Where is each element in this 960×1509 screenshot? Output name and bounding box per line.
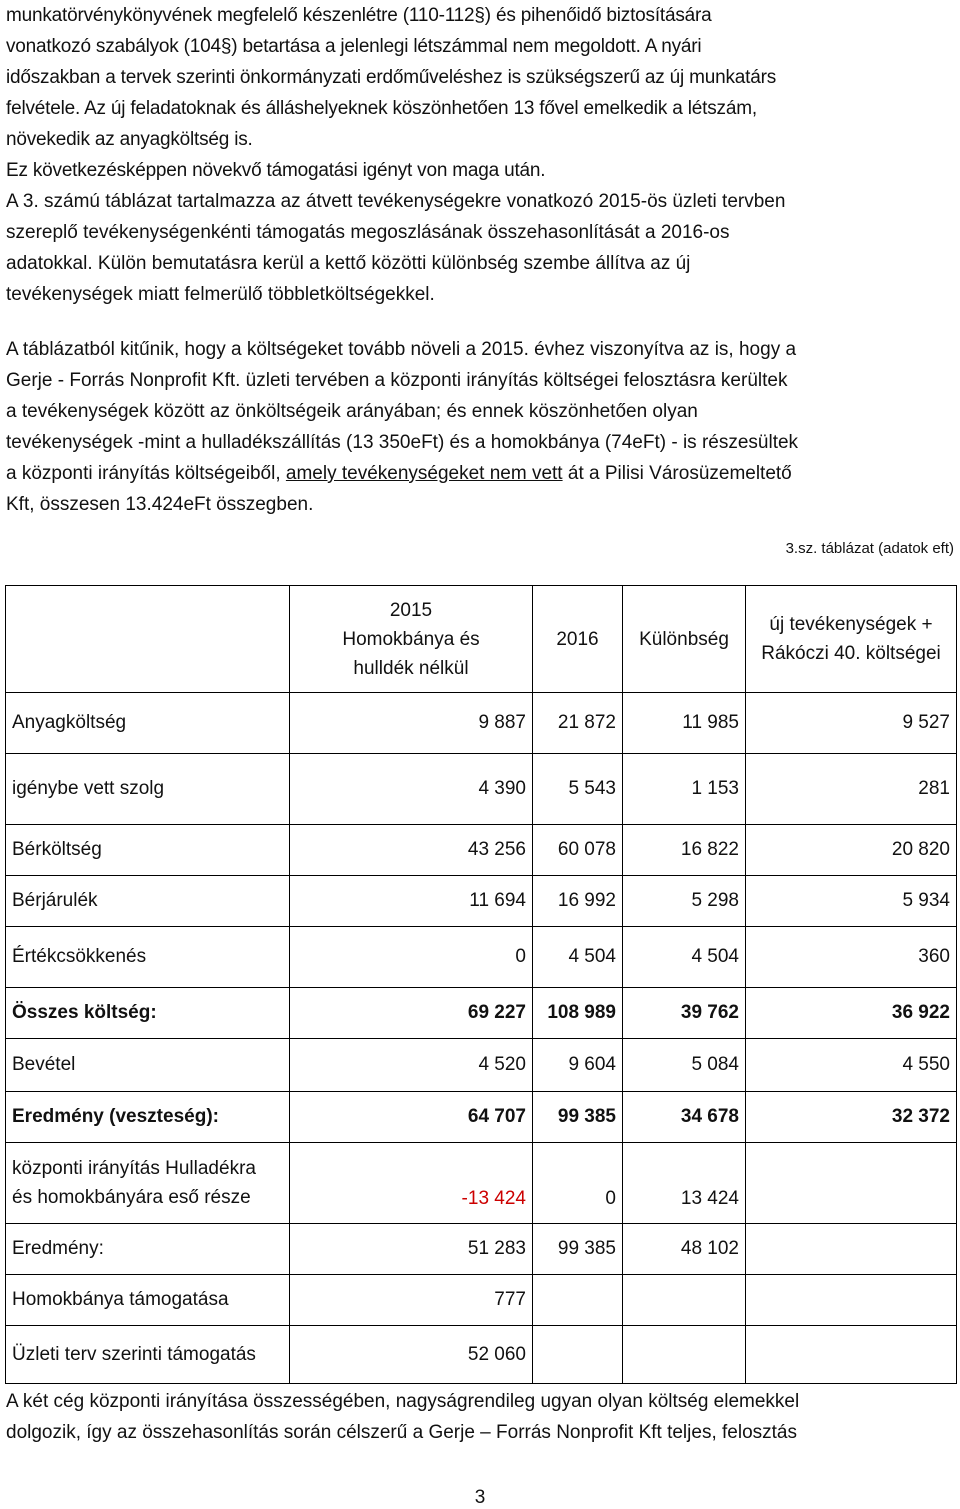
cell-difference: 1 153 bbox=[623, 754, 746, 825]
underlined-text: amely tevékenységeket nem vett bbox=[285, 463, 563, 484]
cell-new-activities: 36 922 bbox=[746, 988, 957, 1039]
cell-2015: 4 520 bbox=[290, 1039, 533, 1092]
cell-2015: 69 227 bbox=[290, 988, 533, 1039]
header-text: Rákóczi 40. költségei bbox=[761, 643, 941, 664]
paragraph-central-management bbox=[6, 1386, 954, 1448]
text-line: tevékenységek -mint a hulladékszállítás (13 350eFt) és a homokbánya (74eFt) - is részesültek bbox=[6, 432, 799, 453]
page-number: 3 bbox=[474, 1487, 486, 1508]
row-label: Bérjárulék bbox=[6, 876, 290, 927]
table-row bbox=[6, 1224, 957, 1275]
table-row bbox=[6, 927, 957, 988]
table-row bbox=[6, 1326, 957, 1384]
table-row bbox=[6, 1039, 957, 1092]
row-label: igénybe vett szolg bbox=[6, 754, 290, 825]
cell-2015: 777 bbox=[290, 1275, 533, 1326]
text-line bbox=[6, 463, 792, 484]
text-line: Ez következésképpen növekvő támogatási igényt von maga után. bbox=[6, 160, 546, 181]
cell-new-activities: 5 934 bbox=[746, 876, 957, 927]
row-label: Bevétel bbox=[6, 1039, 290, 1092]
table-header-row bbox=[6, 586, 957, 693]
paragraph-analysis bbox=[6, 334, 954, 520]
cell-new-activities: 32 372 bbox=[746, 1092, 957, 1143]
table-caption: 3.sz. táblázat (adatok eft) bbox=[785, 540, 954, 557]
cell-2015: 11 694 bbox=[290, 876, 533, 927]
table-row-total-cost bbox=[6, 988, 957, 1039]
row-label-line: központi irányítás Hulladékra bbox=[12, 1158, 256, 1179]
text-line: A 3. számú táblázat tartalmazza az átvett tevékenységekre vonatkozó 2015-ös üzleti tervben bbox=[6, 191, 786, 212]
paragraph-staffing bbox=[6, 0, 954, 155]
cell-2016: 108 989 bbox=[533, 988, 623, 1039]
cell-2015: 4 390 bbox=[290, 754, 533, 825]
cell-difference: 4 504 bbox=[623, 927, 746, 988]
table-row bbox=[6, 876, 957, 927]
cell-2016: 16 992 bbox=[533, 876, 623, 927]
cell-2016: 60 078 bbox=[533, 825, 623, 876]
text-line: a tevékenységek között az önköltségeik arányában; és ennek köszönhetően olyan bbox=[6, 401, 698, 422]
cell-2016 bbox=[533, 1326, 623, 1384]
cell-2016: 99 385 bbox=[533, 1224, 623, 1275]
row-label: Eredmény (veszteség): bbox=[6, 1092, 290, 1143]
text-line: időszakban a tervek szerinti önkormányzati erdőműveléshez is szükségszerű az új munkatárs bbox=[6, 67, 777, 88]
header-text: hulldék nélkül bbox=[353, 657, 469, 679]
row-label: Homokbánya támogatása bbox=[6, 1275, 290, 1326]
text-segment: át a Pilisi Városüzemeltető bbox=[562, 463, 792, 484]
cell-new-activities: 9 527 bbox=[746, 693, 957, 754]
cell-2015: 0 bbox=[290, 927, 533, 988]
table-row bbox=[6, 754, 957, 825]
cell-new-activities bbox=[746, 1275, 957, 1326]
cell-difference: 13 424 bbox=[623, 1143, 746, 1224]
cell-new-activities: 281 bbox=[746, 754, 957, 825]
text-line: Gerje - Forrás Nonprofit Kft. üzleti tervében a központi irányítás költségei felosztásra kerültek bbox=[6, 370, 788, 391]
header-new-activities bbox=[746, 586, 957, 693]
cell-new-activities: 20 820 bbox=[746, 825, 957, 876]
cell-new-activities bbox=[746, 1224, 957, 1275]
row-label: Összes költség: bbox=[6, 988, 290, 1039]
row-label-line: és homokbányára eső része bbox=[12, 1187, 251, 1208]
paragraph-consequence bbox=[6, 155, 954, 186]
header-text: Homokbánya és bbox=[342, 628, 480, 650]
cell-2015: 64 707 bbox=[290, 1092, 533, 1143]
cell-difference: 5 084 bbox=[623, 1039, 746, 1092]
row-label: Anyagköltség bbox=[6, 693, 290, 754]
cell-difference: 48 102 bbox=[623, 1224, 746, 1275]
cell-new-activities: 4 550 bbox=[746, 1039, 957, 1092]
cell-2016 bbox=[533, 1275, 623, 1326]
text-line: felvétele. Az új feladatoknak és álláshelyeknek köszönhetően 13 fővel emelkedik a létszám, bbox=[6, 98, 757, 119]
row-label: Üzleti terv szerinti támogatás bbox=[6, 1326, 290, 1384]
row-label: Bérköltség bbox=[6, 825, 290, 876]
header-text: új tevékenységek + bbox=[769, 614, 933, 635]
paragraph-table-intro bbox=[6, 186, 954, 310]
cell-new-activities: 360 bbox=[746, 927, 957, 988]
table-row bbox=[6, 825, 957, 876]
text-line: vonatkozó szabályok (104§) betartása a jelenlegi létszámmal nem megoldott. A nyári bbox=[6, 36, 702, 57]
text-line: dolgozik, így az összehasonlítás során célszerű a Gerje – Forrás Nonprofit Kft teljes, felosztás bbox=[6, 1422, 797, 1443]
text-line: Kft, összesen 13.424eFt összegben. bbox=[6, 494, 314, 515]
cell-difference bbox=[623, 1275, 746, 1326]
cell-2015-negative: -13 424 bbox=[290, 1143, 533, 1224]
cell-2015: 9 887 bbox=[290, 693, 533, 754]
cell-2016: 4 504 bbox=[533, 927, 623, 988]
header-2016: 2016 bbox=[533, 586, 623, 693]
cell-difference bbox=[623, 1326, 746, 1384]
cell-difference: 34 678 bbox=[623, 1092, 746, 1143]
table-row bbox=[6, 693, 957, 754]
cell-2015: 51 283 bbox=[290, 1224, 533, 1275]
row-label: Értékcsökkenés bbox=[6, 927, 290, 988]
header-text: 2015 bbox=[389, 599, 433, 621]
text-line: növekedik az anyagköltség is. bbox=[6, 129, 253, 150]
table-row bbox=[6, 1143, 957, 1224]
text-line: tevékenységek miatt felmerülő többletköltségekkel. bbox=[6, 284, 435, 305]
cell-2015: 43 256 bbox=[290, 825, 533, 876]
cell-new-activities bbox=[746, 1143, 957, 1224]
cell-difference: 11 985 bbox=[623, 693, 746, 754]
text-line: adatokkal. Külön bemutatásra kerül a kettő közötti különbség szembe állítva az új bbox=[6, 253, 691, 274]
cell-2016: 99 385 bbox=[533, 1092, 623, 1143]
table-row bbox=[6, 1275, 957, 1326]
cell-new-activities bbox=[746, 1326, 957, 1384]
text-line: A két cég központi irányítása összességében, nagyságrendileg ugyan olyan költség elemekkel bbox=[6, 1391, 800, 1412]
text-line: A táblázatból kitűnik, hogy a költségeket tovább növeli a 2015. évhez viszonyítva az is, hogy a bbox=[6, 339, 797, 360]
cell-difference: 5 298 bbox=[623, 876, 746, 927]
cell-2016: 0 bbox=[533, 1143, 623, 1224]
table-row-result-loss bbox=[6, 1092, 957, 1143]
header-empty-cell bbox=[6, 586, 290, 693]
cell-2016: 9 604 bbox=[533, 1039, 623, 1092]
cell-2015: 52 060 bbox=[290, 1326, 533, 1384]
row-label: Eredmény: bbox=[6, 1224, 290, 1275]
text-line: szereplő tevékenységenkénti támogatás megoszlásának összehasonlítását a 2016-os bbox=[6, 222, 730, 243]
header-2015 bbox=[290, 586, 533, 693]
cell-2016: 5 543 bbox=[533, 754, 623, 825]
header-difference: Különbség bbox=[623, 586, 746, 693]
cell-difference: 39 762 bbox=[623, 988, 746, 1039]
text-line: munkatörvénykönyvének megfelelő készenlétre (110-112§) és pihenőidő biztosítására bbox=[6, 5, 712, 26]
cost-comparison-table bbox=[5, 585, 957, 1384]
cell-difference: 16 822 bbox=[623, 825, 746, 876]
text-segment: a központi irányítás költségeiből, bbox=[6, 463, 286, 484]
cell-2016: 21 872 bbox=[533, 693, 623, 754]
row-label bbox=[6, 1143, 290, 1224]
